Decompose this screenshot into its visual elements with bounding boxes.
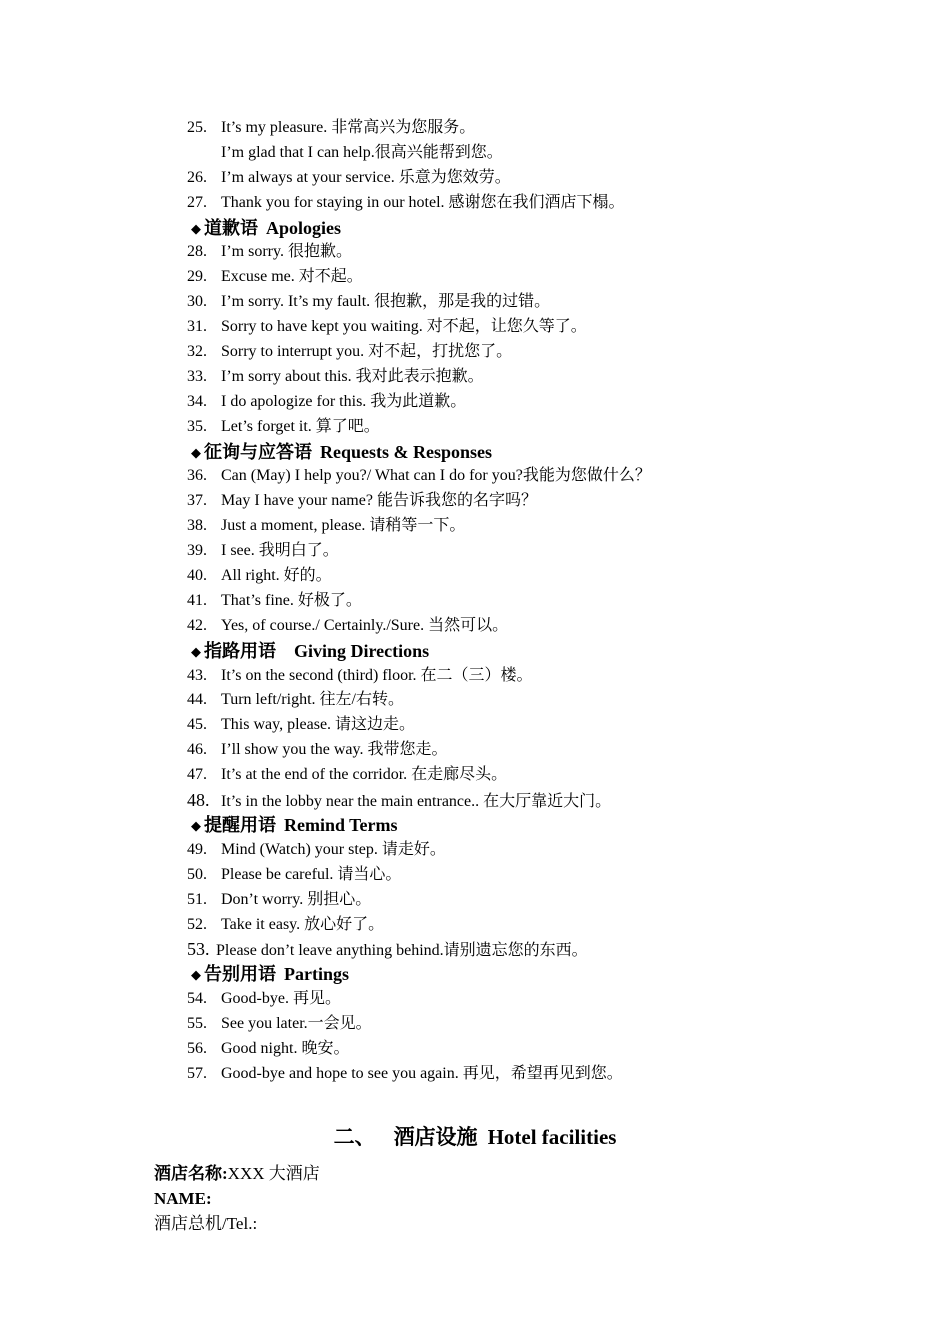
section-heading-apologies [187,216,887,241]
item-text: Please be careful. 请当心。 [221,865,402,883]
item-number: 28. [187,243,207,261]
list-item [187,788,887,813]
item-number: 26. [187,168,207,186]
list-item [187,1037,887,1062]
item-number: 53. [187,939,210,960]
heading-en: Requests & Responses [320,441,493,462]
heading-cn: 征询与应答语 [204,441,312,462]
heading-cn: 指路用语 [204,640,276,661]
list-item [187,614,887,639]
item-text: May I have your name? 能告诉我您的名字吗？ [221,492,537,510]
item-text: Sorry to interrupt you. 对不起，打扰您了。 [221,343,513,361]
list-item [187,489,887,514]
hotel-tel-label: 酒店总机/Tel.: [154,1214,258,1233]
phrase-list [187,116,887,1087]
item-number: 52. [187,915,207,933]
diamond-bullet-icon: ◆ [191,817,201,833]
item-number: 27. [187,193,207,211]
item-text: It’s on the second (third) floor. 在二（三）楼。 [221,666,533,684]
item-text: Good-bye. 再见。 [221,990,341,1008]
section-heading-directions [187,639,887,664]
heading-cn: 道歉语 [204,217,258,238]
item-text: Mind (Watch) your step. 请走好。 [221,840,446,858]
item-text: Please don’t leave anything behind.请别遗忘您的东西。 [216,942,588,960]
list-item [187,116,887,141]
list-item [187,390,887,415]
item-number: 35. [187,417,207,435]
item-text: I’m sorry. 很抱歉。 [221,243,352,261]
list-item [187,1062,887,1087]
item-number: 56. [187,1039,207,1057]
list-item [187,315,887,340]
item-text: Yes, of course./ Certainly./Sure. 当然可以。 [221,616,509,634]
list-item [187,415,887,440]
list-item [187,166,887,191]
list-item [187,265,887,290]
item-number: 49. [187,840,207,858]
list-item [187,365,887,390]
hotel-name-cn-label: 酒店名称: [154,1164,228,1183]
diamond-bullet-icon: ◆ [191,220,201,236]
item-number: 34. [187,392,207,410]
item-number: 54. [187,990,207,1008]
list-item [187,191,887,216]
section-heading-remind [187,813,887,838]
item-number: 44. [187,691,207,709]
item-number: 42. [187,616,207,634]
item-number: 38. [187,517,207,535]
item-text: That’s fine. 好极了。 [221,591,362,609]
item-number: 43. [187,666,207,684]
item-number: 39. [187,542,207,560]
item-text: Let’s forget it. 算了吧。 [221,417,380,435]
heading-en: Remind Terms [284,814,398,835]
item-number: 41. [187,591,207,609]
list-item [187,863,887,888]
item-text: Sorry to have kept you waiting. 对不起，让您久等了。 [221,318,587,336]
item-text: I do apologize for this. 我为此道歉。 [221,392,467,410]
hotel-name-cn-value: XXX 大酒店 [227,1164,320,1183]
diamond-bullet-icon: ◆ [191,643,201,659]
list-item [187,564,887,589]
diamond-bullet-icon: ◆ [191,444,201,460]
item-text: Can (May) I help you?/ What can I do for you?我能为您做什么？ [221,467,651,485]
item-number: 25. [187,119,207,136]
list-item [187,688,887,713]
hotel-name-en-label: NAME: [154,1189,212,1208]
list-item [187,539,887,564]
list-item-continuation: I’m glad that I can help.很高兴能帮到您。 [221,143,503,161]
section-title-cn: 酒店设施 [393,1125,478,1149]
item-text: Don’t worry. 别担心。 [221,890,372,908]
item-text: I’m always at your service. 乐意为您效劳。 [221,168,511,186]
item-text: Excuse me. 对不起。 [221,268,363,286]
item-number: 50. [187,865,207,883]
item-text: Good night. 晚安。 [221,1039,350,1057]
item-text: It’s at the end of the corridor. 在走廊尽头。 [221,766,508,784]
item-number: 46. [187,741,207,759]
item-text: I’m sorry about this. 我对此表示抱歉。 [221,367,484,385]
list-item [187,290,887,315]
list-item [187,240,887,265]
list-item [187,913,887,938]
list-item [187,838,887,863]
list-item [187,987,887,1012]
item-text: I’ll show you the way. 我带您走。 [221,741,448,759]
hotel-info [154,1161,320,1236]
list-item [187,888,887,913]
item-number: 37. [187,492,207,510]
section-heading-requests [187,440,887,465]
item-text: Thank you for staying in our hotel. 感谢您在我们酒店下榻。 [221,193,625,211]
item-text: It’s my pleasure. 非常高兴为您服务。 [221,119,476,136]
heading-en: Apologies [266,217,342,238]
heading-en: Giving Directions [294,640,430,661]
list-item [187,464,887,489]
item-number: 36. [187,467,207,485]
item-number: 55. [187,1015,207,1033]
item-text: Good-bye and hope to see you again. 再见，希望再见到您。 [221,1064,623,1082]
item-number: 32. [187,343,207,361]
item-number: 30. [187,293,207,311]
item-text: Just a moment, please. 请稍等一下。 [221,517,466,535]
item-number: 29. [187,268,207,286]
list-item [187,738,887,763]
item-text: Take it easy. 放心好了。 [221,915,385,933]
item-text: I see. 我明白了。 [221,542,339,560]
heading-en: Partings [284,964,349,985]
item-text: I’m sorry. It’s my fault. 很抱歉，那是我的过错。 [221,293,551,311]
list-item [187,664,887,689]
hotel-name-cn-row [154,1161,320,1186]
item-text: It’s in the lobby near the main entrance.. 在大厅靠近大门。 [221,793,612,811]
section-number: 二、 [333,1125,376,1149]
section-title-hotel-facilities [0,1121,950,1153]
item-number: 33. [187,367,207,385]
item-text: This way, please. 请这边走。 [221,716,416,734]
item-text: See you later.一会见。 [221,1015,372,1033]
list-item [187,763,887,788]
list-item [187,514,887,539]
heading-cn: 告别用语 [204,964,276,985]
diamond-bullet-icon: ◆ [191,967,201,983]
item-number: 40. [187,567,207,585]
list-item [187,340,887,365]
list-item [187,1012,887,1037]
section-title-en: Hotel facilities [487,1125,617,1149]
item-number: 31. [187,318,207,336]
list-item [187,937,887,962]
section-heading-partings [187,962,887,987]
list-item [187,589,887,614]
item-number: 48. [187,790,210,811]
item-text: Turn left/right. 往左/右转。 [221,691,404,709]
item-number: 57. [187,1064,207,1082]
item-number: 51. [187,890,207,908]
item-number: 45. [187,716,207,734]
list-item [187,713,887,738]
item-number: 47. [187,766,207,784]
heading-cn: 提醒用语 [204,814,276,835]
item-text: All right. 好的。 [221,567,332,585]
